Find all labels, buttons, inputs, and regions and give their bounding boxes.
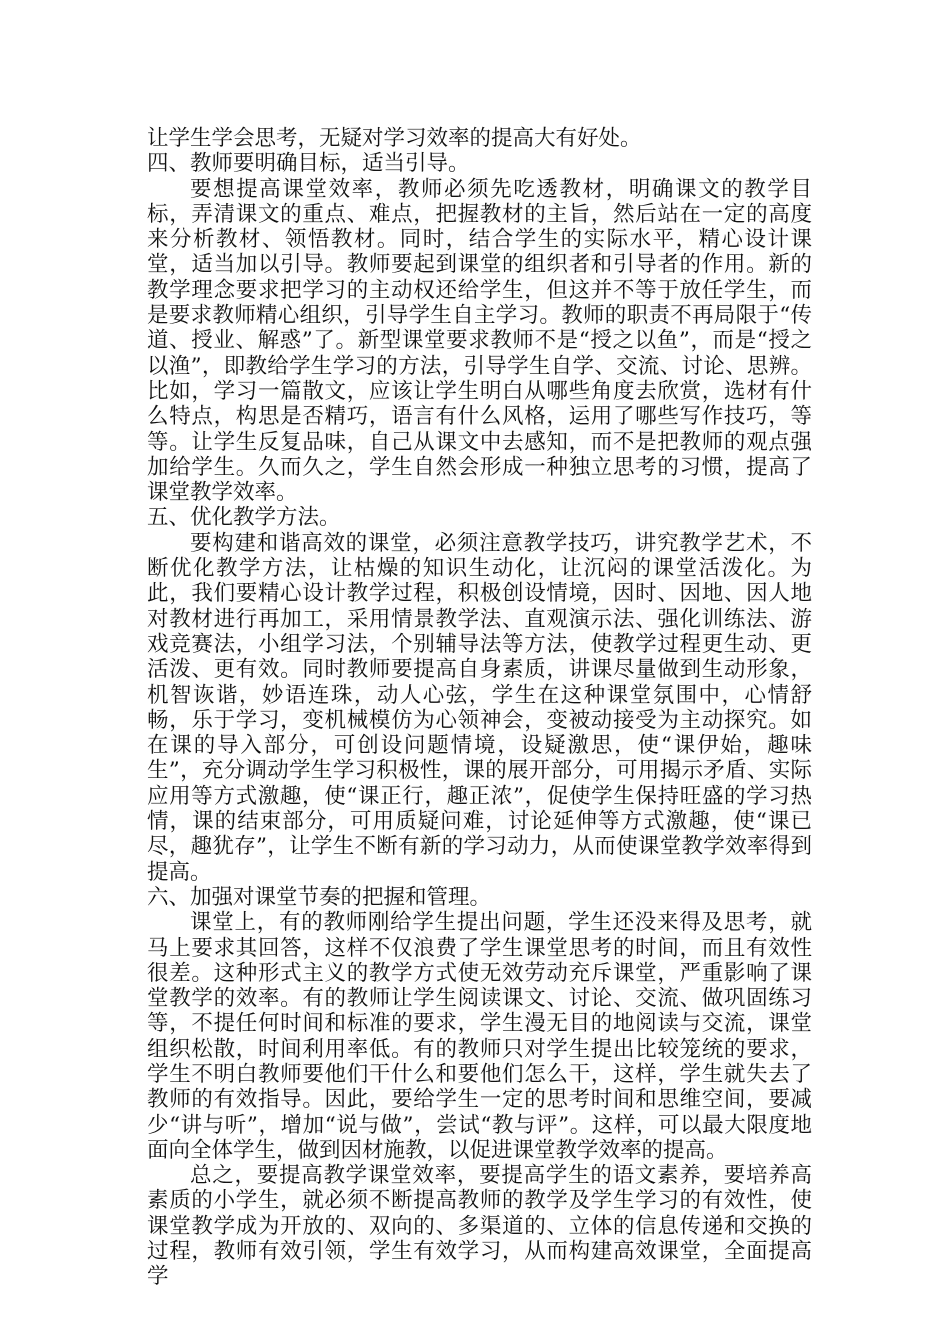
paragraph-section-4: 要想提高课堂效率，教师必须先吃透教材，明确课文的教学目标，弄清课文的重点、难点，把握教材的主旨，然后站在一定的高度来分析教材、领悟教材。同时，结合学生的实际水平，精心设计课堂，适当加以引导。教师要起到课堂的组织者和引导者的作用。新的教学理念要求把学习的主动权还给学生，但这并不等于放任学生，而是要求教师精心组织，引导学生自主学习。教师的职责不再局限于“传道、授业、解惑”了。新型课堂要求教师不是“授之以鱼”，而是“授之以渔”，即教给学生学习的方法，引导学生自学、交流、讨论、思辨。比如，学习一篇散文，应该让学生明白从哪些角度去欣赏，选材有什么特点，构思是否精巧，语言有什么风格，运用了哪些写作技巧，等等。让学生反复品味，自己从课文中去感知，而不是把教师的观点强加给学生。久而久之，学生自然会形成一种独立思考的习惯，提高了课堂教学效率。 — [147, 176, 812, 506]
section-heading-5: 五、优化教学方法。 — [147, 505, 341, 531]
paragraph-section-5: 要构建和谐高效的课堂，必须注意教学技巧，讲究教学艺术，不断优化教学方法，让枯燥的知识生动化，让沉闷的课堂活泼化。为此，我们要精心设计教学过程，积极创设情境，因时、因地、因人地对教材进行再加工，采用情景教学法、直观演示法、强化训练法、游戏竞赛法，小组学习法，个别辅导法等方法，使教学过程更生动、更活泼、更有效。同时教师要提高自身素质，讲课尽量做到生动形象，机智诙谐，妙语连珠，动人心弦，学生在这种课堂氛围中，心情舒畅，乐于学习，变机械模仿为心领神会，变被动接受为主动探究。如在课的导入部分，可创设问题情境，设疑激思，使“课伊始，趣味生”，充分调动学生学习积极性，课的展开部分，可用揭示矛盾、实际应用等方式激趣，使“课正行，趣正浓”，促使学生保持旺盛的学习热情，课的结束部分，可用质疑问难，讨论延伸等方式激趣，使“课已尽，趣犹存”，让学生不断有新的学习动力，从而使课堂教学效率得到提高。 — [147, 530, 812, 885]
section-heading-6: 六、加强对课堂节奏的把握和管理。 — [147, 884, 492, 910]
paragraph-section-6: 课堂上，有的教师刚给学生提出问题，学生还没来得及思考，就马上要求其回答，这样不仅浪费了学生课堂思考的时间，而且有效性很差。这种形式主义的教学方式使无效劳动充斥课堂，严重影响了课堂教学的效率。有的教师让学生阅读课文、讨论、交流、做巩固练习等，不提任何时间和标准的要求，学生漫无目的地阅读与交流，课堂组织松散，时间利用率低。有的教师只对学生提出比较笼统的要求，学生不明白教师要他们干什么和要他们怎么干，这样，学生就失去了教师的有效指导。因此，要给学生一定的思考时间和思维空间，要减少“讲与听”，增加“说与做”，尝试“教与评”。这样，可以最大限度地面向全体学生，做到因材施教，以促进课堂教学效率的提高。 — [147, 910, 812, 1163]
paragraph-conclusion: 总之，要提高教学课堂效率，要提高学生的语文素养，要培养高素质的小学生，就必须不断提高教师的教学及学生学习的有效性，使课堂教学成为开放的、双向的、多渠道的、立体的信息传递和交换的过程，教师有效引领，学生有效学习，从而构建高效课堂，全面提高学 — [147, 1163, 812, 1290]
section-heading-4: 四、教师要明确目标，适当引导。 — [147, 151, 470, 177]
document-body — [147, 126, 812, 1290]
continuation-line: 让学生学会思考，无疑对学习效率的提高大有好处。 — [147, 126, 642, 151]
